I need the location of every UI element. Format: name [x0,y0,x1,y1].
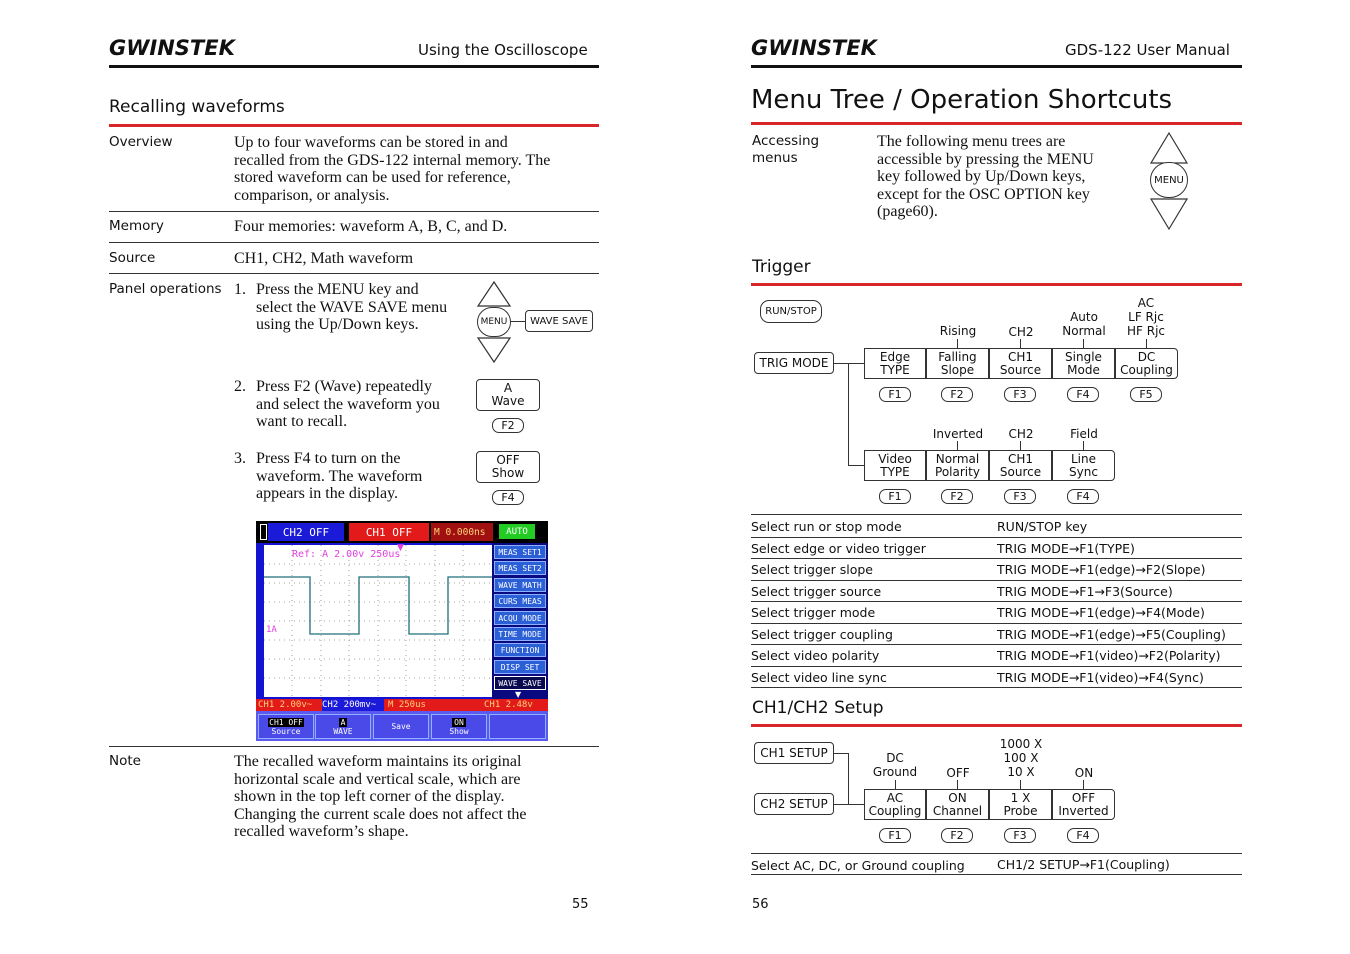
probe-key[interactable]: 1 X Probe [989,789,1052,820]
f2-key[interactable]: F2 [492,418,524,433]
menu-item[interactable]: CURS MEAS [494,594,546,608]
wave-softkey-label: A Wave [476,379,540,411]
battery-icon [260,524,267,540]
option-off: OFF [946,766,970,780]
menu-item[interactable]: DISP SET [494,660,546,674]
single-mode-key[interactable]: Single Mode [1052,348,1115,379]
option-field: Field [1070,427,1098,441]
overview-label: Overview [109,134,173,150]
f3-key[interactable]: F3 [1004,828,1036,843]
f3-key[interactable]: F3 [1004,489,1036,504]
table-row: Select AC, DC, or Ground coupling CH1/2 SETUP→F1(Coupling) [751,855,1242,875]
note-text: The recalled waveform maintains its original horizontal scale and vertical scale, which are shown in the top left corner of the display. Changing the current scale does not affect the recalled waveform’s shape. [234,753,527,840]
page-title: Menu Tree / Operation Shortcuts [751,85,1173,115]
waveform-plot [264,545,492,697]
ref-marker: 1A [266,625,277,635]
table-row: Select trigger source TRIG MODE→F1→F3(Source) [751,581,1242,603]
table-row: Select video polarity TRIG MODE→F1(video)→F2(Polarity) [751,645,1242,667]
edge-type-key[interactable]: Edge TYPE [864,348,926,379]
ch1-status-tab: CH1 OFF [349,523,429,541]
auto-badge: AUTO [499,524,535,539]
table-row: Select trigger mode TRIG MODE→F1(edge)→F4(Mode) [751,602,1242,624]
line-sync-key[interactable]: Line Sync [1052,450,1115,481]
panel-operations-label: Panel operations [109,281,222,297]
on-channel-key[interactable]: ON Channel [926,789,989,820]
option-ch2: CH2 [1008,427,1034,441]
f2-key[interactable]: F2 [941,387,973,402]
softkey-save[interactable]: Save [373,714,429,739]
ac-coupling-key[interactable]: AC Coupling [864,789,926,820]
option-auto-normal: Auto Normal [1062,310,1106,338]
divider [109,746,599,747]
f4-key[interactable]: F4 [492,490,524,505]
f3-key[interactable]: F3 [1004,387,1036,402]
tick [1020,441,1021,450]
connector-line [511,321,525,322]
gwinstek-logo: GWINSTEK [109,36,235,60]
tree-connector [848,465,864,466]
divider [109,211,599,212]
accessing-menus-text: The following menu trees are accessible by pressing the MENU key followed by Up/Down keys, except for the OSC OPTION key (page60). [877,133,1094,220]
menu-key-button[interactable]: MENU [477,307,511,337]
ch-setup-red-rule [751,724,1242,727]
gwinstek-logo: GWINSTEK [751,36,877,60]
trigger-level: CH1 2.48v [484,700,533,710]
page-number: 55 [572,897,589,912]
tick [957,441,958,450]
table-row: Select video line sync TRIG MODE→F1(video)→F4(Sync) [751,667,1242,689]
tick [1020,780,1021,789]
header-title: GDS-122 User Manual [1065,41,1230,59]
menu-item[interactable]: ACQU MODE [494,611,546,625]
ch1-setup-key[interactable]: CH1 SETUP [754,742,834,764]
oscilloscope-screen [256,521,548,741]
page-number: 56 [752,897,769,912]
ch1-source-key[interactable]: CH1 Source [989,348,1052,379]
table-row: Select run or stop mode RUN/STOP key [751,516,1242,538]
header-title: Using the Oscilloscope [418,41,588,59]
tree-connector [848,363,864,364]
divider [109,273,599,274]
tick [1083,339,1084,348]
time-scale: M 250us [388,700,426,710]
section-red-rule [109,124,599,127]
f1-key[interactable]: F1 [879,828,911,843]
f4-key[interactable]: F4 [1067,387,1099,402]
tree-connector [848,363,849,465]
step-3-text: Press F4 to turn on the waveform. The waveform appears in the display. [256,450,423,502]
video-type-key[interactable]: Video TYPE [864,450,926,481]
trigger-position-icon: ▼ [397,543,404,553]
scroll-down-icon: ▼ [515,690,522,699]
header-rule [751,65,1242,68]
trig-mode-key[interactable]: TRIG MODE [754,352,834,374]
trigger-section-title: Trigger [752,257,811,277]
note-label: Note [109,753,141,769]
option-coupling-alternatives: AC LF Rjc HF Rjc [1126,296,1165,338]
tick [957,780,958,789]
f2-key[interactable]: F2 [941,489,973,504]
table-row: Select trigger slope TRIG MODE→F1(edge)→F2(Slope) [751,559,1242,581]
wave-save-key[interactable]: WAVE SAVE [525,310,593,332]
tick [1083,441,1084,450]
normal-polarity-key[interactable]: Normal Polarity [926,450,989,481]
memory-label: Memory [109,218,164,234]
menu-item-selected[interactable]: WAVE SAVE [494,676,546,690]
title-red-rule [751,122,1242,125]
off-inverted-key[interactable]: OFF Inverted [1052,789,1115,820]
tree-connector [834,363,848,364]
menu-item[interactable]: MEAS SET2 [494,561,546,575]
reference-readout: Ref: A 2.00v 250us [292,549,401,560]
option-ch2: CH2 [1008,325,1034,339]
option-dc-ground: DC Ground [872,751,918,779]
tick [1020,339,1021,348]
header-rule [109,65,599,68]
option-inverted: Inverted [932,427,984,441]
f2-key[interactable]: F2 [941,828,973,843]
f4-key[interactable]: F4 [1067,489,1099,504]
option-probe-values: 1000 X 100 X 10 X [999,737,1043,779]
ch1-source-key[interactable]: CH1 Source [989,450,1052,481]
tick [895,780,896,789]
step-2-number: 2. [234,378,246,395]
f1-key[interactable]: F1 [879,387,911,402]
run-stop-key[interactable]: RUN/STOP [760,300,822,323]
ch2-scale: CH2 200mv~ [322,699,384,711]
source-text: CH1, CH2, Math waveform [234,250,414,267]
f4-key[interactable]: F4 [1067,828,1099,843]
falling-slope-key[interactable]: Falling Slope [926,348,989,379]
menu-item[interactable]: TIME MODE [494,627,546,641]
table-rule [751,514,1242,515]
step-1-text: Press the MENU key and select the WAVE SAVE menu using the Up/Down keys. [256,281,448,333]
tick [1083,780,1084,789]
divider [109,242,599,243]
trigger-shortcut-table [751,516,1242,688]
ch1-scale: CH1 2.00v~ [258,700,313,710]
f5-key[interactable]: F5 [1130,387,1162,402]
table-row: Select trigger coupling TRIG MODE→F1(edge)→F5(Coupling) [751,624,1242,646]
softkey-f5[interactable] [489,714,546,739]
scope-graticule [264,545,492,697]
table-rule [751,853,1242,854]
overview-text: Up to four waveforms can be stored in and recalled from the GDS-122 internal memory. The stored waveform can be used for reference, comparison, or analysis. [234,134,551,204]
tree-connector [834,753,848,754]
f1-key[interactable]: F1 [879,489,911,504]
tree-connector [848,753,849,805]
tick [957,339,958,348]
ch-setup-section-title: CH1/CH2 Setup [752,698,884,718]
menu-item[interactable]: FUNCTION [494,643,546,657]
menu-item[interactable]: MEAS SET1 [494,545,546,559]
ch2-setup-key[interactable]: CH2 SETUP [754,793,834,815]
source-label: Source [109,250,156,266]
timebase-tab: M 0.000ns [431,523,493,541]
option-rising: Rising [939,324,977,338]
section-title: Recalling waveforms [109,97,285,117]
trigger-red-rule [751,283,1242,286]
step-3-number: 3. [234,450,246,467]
dc-coupling-key[interactable]: DC Coupling [1115,348,1178,379]
accessing-menus-label: Accessing menus [752,133,820,166]
option-on: ON [1074,766,1094,780]
softkey-show[interactable]: ON Show [431,714,487,739]
step-2-text: Press F2 (Wave) repeatedly and select the waveform you want to recall. [256,378,440,430]
menu-item[interactable]: WAVE MATH [494,578,546,592]
softkey-wave[interactable]: A WAVE [315,714,371,739]
tick [1146,339,1147,348]
tree-connector [834,804,864,805]
memory-text: Four memories: waveform A, B, C, and D. [234,218,508,235]
show-softkey-label: OFF Show [476,451,540,483]
ch2-status-tab: CH2 OFF [268,523,344,541]
table-row: Select edge or video trigger TRIG MODE→F1(TYPE) [751,538,1242,560]
menu-key-button[interactable]: MENU [1150,162,1188,198]
step-1-number: 1. [234,281,246,298]
softkey-source[interactable]: CH1 OFF Source [258,714,314,739]
